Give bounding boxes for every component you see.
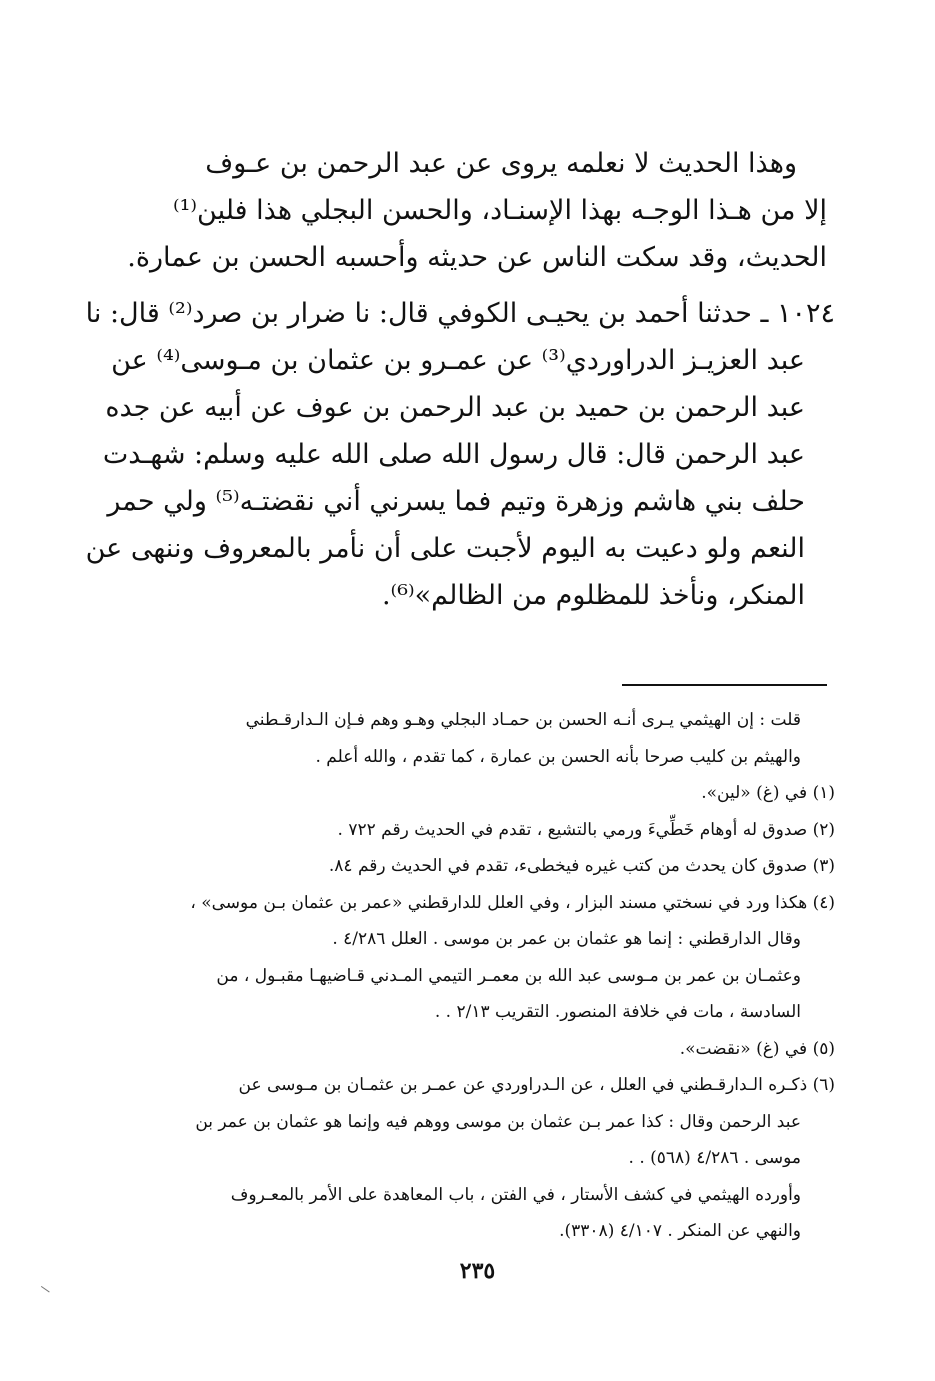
text-line: عبد الرحمن بن حميد بن عبد الرحمن بن عوف عن أبيه عن جده (105, 392, 805, 423)
footnote-line: (٦) ذكـره الـدارقـطني في العلل ، عن الـدراوردي عن عمـر بن عثمـان بن مـوسى عن (238, 1075, 835, 1095)
footnote-line: عبد الرحمن وقال : كذا عمر بـن عثمان بن موسى ووهم فيه وإنما هو عثمان بن عمر بن (195, 1111, 801, 1132)
footnote-line: وقال الدارقطني : إنما هو عثمان بن عمر بن موسى . العلل ٤/٢٨٦ . (332, 929, 801, 949)
commentary-paragraph (127, 140, 827, 281)
footnote-line: والهيثم بن كليب صرحا بأنه الحسن بن عمارة ، كما تقدم ، والله أعلم . (315, 746, 801, 767)
footnote-line: السادسة ، مات في خلافة المنصور. التقريب ٢/١٣ . . (434, 1002, 801, 1022)
text-line: المنكر، ونأخذ للمظلوم من الظالم»⁽⁶⁾. (381, 580, 805, 611)
footnote-line: (٥) في (غ) «نقضت». (679, 1038, 835, 1059)
text-line: إلا من هـذا الوجـه بهذا الإسنـاد، والحسن البجلي هذا فلين⁽¹⁾ (172, 195, 827, 226)
footnote-line: موسى . ٤/٢٨٦ (٥٦٨) . . (628, 1148, 801, 1168)
page-number: ٢٣٥ (459, 1258, 496, 1284)
footnote-line: (٤) هكذا ورد في نسختي مسند البزار ، وفي العلل للدارقطني «عمر بن عثمان بـن موسى» ، (190, 892, 835, 913)
footnote-separator (622, 684, 827, 686)
footnote-line: (٣) صدوق كان يحدث من كتب غيره فيخطىء، تقدم في الحديث رقم ٨٤. (328, 856, 835, 876)
footnote-line: قلت : إن الهيثمي يـرى أنـه الحسن بن حمـاد البجلي وهـو وهم فـإن الـدارقـطني (245, 710, 801, 730)
footnote-line: (١) في (غ) «لين». (701, 783, 835, 803)
footnotes (135, 702, 835, 1250)
text-line: النعم ولو دعيت به اليوم لأجبت على أن نأمر بالمعروف وننهى عن (85, 533, 805, 564)
text-line: الحديث، وقد سكت الناس عن حديثه وأحسبه الحسن بن عمارة. (127, 242, 827, 273)
hadith-first-line: ١٠٢٤ ـ حدثنا أحمد بن يحيـى الكوفي قال: نا ضرار بن صرد⁽²⁾ قال: نا (85, 298, 835, 329)
footnote-line: وأورده الهيثمي في كشف الأستار ، في الفتن ، باب المعاهدة على الأمر بالمعـروف (230, 1184, 801, 1205)
scan-mark (36, 1286, 49, 1299)
text-line: وهذا الحديث لا نعلمه يروى عن عبد الرحمن بن عـوف (205, 148, 797, 179)
footnote-line: والنهي عن المنكر . ٤/١٠٧ (٣٣٠٨). (559, 1221, 801, 1241)
text-line: حلف بني هاشم وزهرة وتيم فما يسرني أني نقضتـه⁽⁵⁾ ولي حمر (107, 486, 805, 517)
footnote-line: وعثمـان بن عمر بن مـوسى عبد الله بن معمـر التيمي المـدني قـاضيهـا مقبـول ، من (216, 965, 801, 986)
footnote-line: (٢) صدوق له أوهام خَطِّيءَ ورمي بالتشيع ، تقدم في الحديث رقم ٧٢٢ . (337, 819, 835, 840)
text-line: عبد الرحمن قال: قال رسول الله صلى الله عليه وسلم: شهـدت (102, 439, 805, 470)
hadith-paragraph (85, 290, 835, 619)
text-line: عبد العزيـز الدراوردي⁽³⁾ عن عمـرو بن عثمان بن مـوسى⁽⁴⁾ عن (111, 345, 805, 376)
